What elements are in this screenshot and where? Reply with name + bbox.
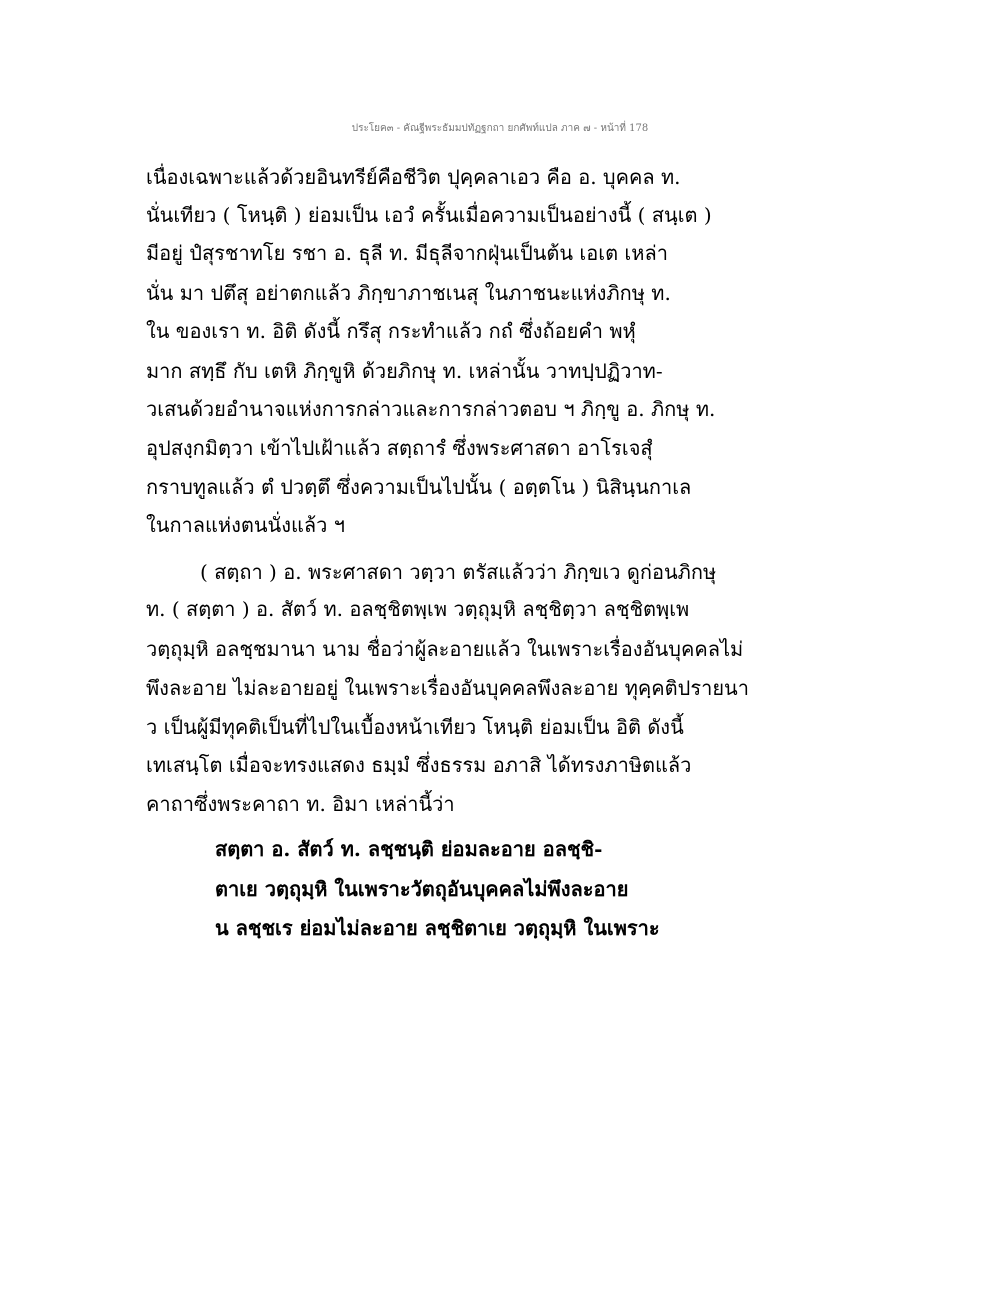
body-line: ว เป็นผู้มีทุคติเป็นที่ไปในเบื้องหน้าเทียว โหนฺติ ย่อมเป็น อิติ ดังนี้ [146,715,684,739]
body-line: มีอยู่ ปํสุรชาทโย รชา อ. ธุลี ท. มีธุลีจากฝุ่นเป็นต้น เอเต เหล่า [146,241,668,265]
body-line: นั่นเทียว ( โหนฺติ ) ย่อมเป็น เอวํ ครั้นเมื่อความเป็นอย่างนี้ ( สนฺเต ) [146,203,712,227]
body-line: วตฺถุมฺหิ อลชฺชมานา นาม ชื่อว่าผู้ละอายแล้ว ในเพราะเรื่องอันบุคคลไม่ [146,637,744,661]
verse-line: น ลชฺชเร ย่อมไม่ละอาย ลชฺชิตาเย วตฺถุมฺหิ ในเพราะ [215,916,660,940]
page-header: ประโยค๓ - คัณฐีพระธัมมปทัฏฐกถา ยกศัพท์แปล ภาค ๗ - หน้าที่ 178 [351,123,649,134]
body-line: เนื่องเฉพาะแล้วด้วยอินทรีย์คือชีวิต ปุคฺคลาเอว คือ อ. บุคคล ท. [146,165,681,189]
body-line: ในกาลแห่งตนนั่งแล้ว ฯ [146,513,345,537]
verse-line: สตฺตา อ. สัตว์ ท. ลชฺชนฺติ ย่อมละอาย อลชฺชิ- [215,837,603,861]
verse-line: ตาเย วตฺถุมฺหิ ในเพราะวัตถุอันบุคคลไม่พึงละอาย [215,877,629,901]
body-line: มาก สทฺธึ กับ เตหิ ภิกฺขูหิ ด้วยภิกษุ ท. เหล่านั้น วาทปฺปฏิวาท- [146,359,663,383]
body-line: คาถาซึ่งพระคาถา ท. อิมา เหล่านี้ว่า [146,792,455,816]
body-line: เทเสนฺโต เมื่อจะทรงแสดง ธมฺมํ ซึ่งธรรม อภาสิ ได้ทรงภาษิตแล้ว [146,753,692,777]
body-line: พึงละอาย ไม่ละอายอยู่ ในเพราะเรื่องอันบุคคลพึงละอาย ทุคฺคติปรายนา [146,676,749,700]
body-line: นั่น มา ปตึสุ อย่าตกแล้ว ภิกฺขาภาชเนสุ ในภาชนะแห่งภิกษุ ท. [146,281,671,305]
body-line: ใน ของเรา ท. อิติ ดังนี้ กรึสุ กระทำแล้ว กถํ ซึ่งถ้อยคำ พหุํ [146,319,636,343]
body-line: อุปสงฺกมิตฺวา เข้าไปเฝ้าแล้ว สตฺถารํ ซึ่งพระศาสดา อาโรเจสุํ [146,436,653,460]
body-line: ท. ( สตฺตา ) อ. สัตว์ ท. อลชฺชิตพฺเพ วตฺถุมฺหิ ลชฺชิตฺวา ลชฺชิตพฺเพ [146,597,690,621]
body-line: กราบทูลแล้ว ตํ ปวตฺตึ ซึ่งความเป็นไปนั้น ( อตฺตโน ) นิสินฺนกาเล [146,475,692,499]
paragraph-start-line: ( สตฺถา ) อ. พระศาสดา วตฺวา ตรัสแล้วว่า ภิกฺขเว ดูก่อนภิกษุ [200,560,717,584]
body-line: วเสนด้วยอำนาจแห่งการกล่าวและการกล่าวตอบ ฯ ภิกฺขู อ. ภิกษุ ท. [146,397,716,421]
